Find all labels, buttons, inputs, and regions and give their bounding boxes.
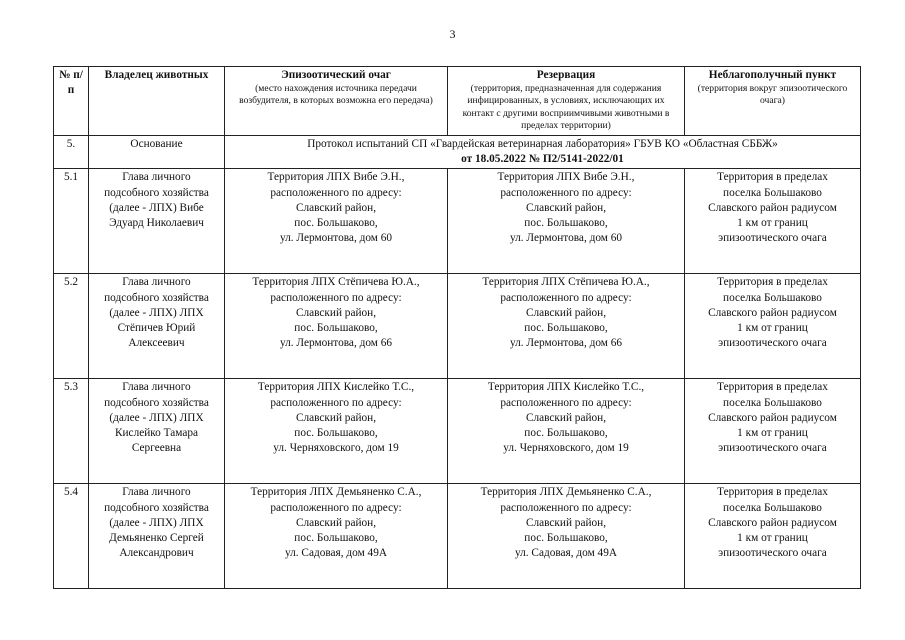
point-cell-line: эпизоотического очага [718, 547, 827, 560]
reservation-cell-line: Славский район, [525, 516, 607, 529]
table-header-row [54, 67, 861, 136]
owner-cell-line: Глава личного [122, 276, 191, 289]
header-num-label: № п/п [59, 69, 83, 97]
reservation-cell-line: пос. Большаково, [524, 217, 608, 230]
focus-cell-line: пос. Большаково, [294, 532, 378, 545]
focus-cell-line: Славский район, [295, 201, 377, 214]
header-focus-title: Эпизоотический очаг [281, 69, 391, 81]
point-cell-line: Славского район радиусом [708, 516, 837, 529]
basis-num: 5. [54, 136, 89, 169]
owner-cell-line: (далее - ЛПХ) ЛПХ [109, 306, 204, 319]
header-reservation-subtitle: (территория, предназначенная для содержания инфицированных, в условиях, исключающих их контакт с другими восприимчивыми животными в пределах территории) [462, 83, 670, 131]
owner-cell [89, 169, 225, 274]
reservation-cell-line: Территория ЛПХ Демьяненко С.А., [480, 486, 652, 499]
reservation-cell [448, 484, 685, 589]
focus-cell-line: расположенного по адресу: [270, 186, 402, 199]
owner-cell-line: Александрович [119, 547, 194, 560]
row-num: 5.3 [54, 379, 89, 484]
point-cell [685, 169, 861, 274]
reservation-cell-line: Территория ЛПХ Кислейко Т.С., [487, 381, 645, 394]
owner-cell-line: (далее - ЛПХ) ЛПХ [109, 516, 204, 529]
focus-cell-line: расположенного по адресу: [270, 501, 402, 514]
focus-cell [225, 379, 448, 484]
focus-cell-line: Территория ЛПХ Кислейко Т.С., [257, 381, 415, 394]
point-cell-line: 1 км от границ [737, 532, 808, 545]
point-cell-line: 1 км от границ [737, 322, 808, 335]
basis-label: Основание [89, 136, 225, 169]
point-cell-line: Славского район радиусом [708, 201, 837, 214]
reservation-cell-line: пос. Большаково, [524, 532, 608, 545]
owner-cell-line: Глава личного [122, 171, 191, 184]
reservation-cell-line: ул. Садовая, дом 49А [514, 547, 618, 560]
table-row [54, 274, 861, 379]
record-rows [54, 169, 861, 589]
owner-cell-line: Сергеевна [131, 442, 182, 455]
reservation-cell [448, 379, 685, 484]
reservation-cell-line: Славский район, [525, 306, 607, 319]
header-owner-title: Владелец животных [104, 69, 209, 81]
header-focus [225, 67, 448, 136]
point-cell [685, 274, 861, 379]
header-point [685, 67, 861, 136]
reservation-cell-line: пос. Большаково, [524, 322, 608, 335]
focus-cell-line: расположенного по адресу: [270, 291, 402, 304]
header-reservation-title: Резервация [536, 69, 596, 81]
table-row [54, 379, 861, 484]
point-cell-line: Славского район радиусом [708, 411, 837, 424]
focus-cell-line: ул. Лермонтова, дом 66 [279, 337, 393, 350]
owner-cell-line: Алексеевич [128, 337, 185, 350]
reservation-cell-line: ул. Черняховского, дом 19 [503, 442, 629, 455]
reservation-cell-line: Территория ЛПХ Стёпичева Ю.А., [482, 276, 650, 289]
table-row [54, 484, 861, 589]
owner-cell-line: Стёпичев Юрий [117, 322, 196, 335]
focus-cell [225, 274, 448, 379]
header-point-subtitle: (территория вокруг эпизоотического очага) [697, 83, 848, 107]
reservation-cell-line: пос. Большаково, [524, 427, 608, 440]
owner-cell-line: подсобного хозяйства [104, 291, 209, 304]
focus-cell-line: Славский район, [295, 516, 377, 529]
basis-text-line1: Протокол испытаний СП «Гвардейская ветеринарная лаборатория» ГБУВ КО «Областная СББЖ» [307, 138, 778, 150]
owner-cell-line: (далее - ЛПХ) ЛПХ [109, 411, 204, 424]
point-cell-line: Славского район радиусом [708, 306, 837, 319]
point-cell-line: эпизоотического очага [718, 232, 827, 245]
reservation-cell-line: ул. Лермонтова, дом 60 [509, 232, 623, 245]
owner-cell-line: Глава личного [122, 381, 191, 394]
focus-cell-line: Территория ЛПХ Вибе Э.Н., [267, 171, 405, 184]
owner-cell-line: Эдуард Николаевич [109, 217, 204, 230]
owner-cell-line: Кислейко Тамара [114, 427, 199, 440]
owner-cell-line: подсобного хозяйства [104, 501, 209, 514]
owner-cell [89, 484, 225, 589]
page-number: 3 [449, 27, 456, 41]
reservation-cell-line: расположенного по адресу: [500, 186, 632, 199]
owner-cell-line: (далее - ЛПХ) Вибе [109, 201, 204, 214]
point-cell-line: 1 км от границ [737, 427, 808, 440]
header-point-title: Неблагополучный пункт [708, 69, 837, 81]
owner-cell-line: Демьяненко Сергей [109, 532, 204, 545]
reservation-cell-line: Славский район, [525, 411, 607, 424]
focus-cell-line: пос. Большаково, [294, 217, 378, 230]
focus-cell-line: Территория ЛПХ Демьяненко С.А., [250, 486, 422, 499]
point-cell [685, 484, 861, 589]
reservation-cell-line: расположенного по адресу: [500, 291, 632, 304]
header-owner [89, 67, 225, 136]
basis-row [54, 136, 861, 169]
point-cell-line: эпизоотического очага [718, 337, 827, 350]
header-focus-subtitle: (место нахождения источника передачи возбудителя, в которых возможна его передача) [239, 83, 433, 107]
epizootic-table [53, 66, 861, 589]
reservation-cell-line: расположенного по адресу: [500, 501, 632, 514]
reservation-cell-line: Территория ЛПХ Вибе Э.Н., [497, 171, 635, 184]
focus-cell-line: ул. Лермонтова, дом 60 [279, 232, 393, 245]
point-cell-line: эпизоотического очага [718, 442, 827, 455]
point-cell-line: поселка Большаково [723, 501, 822, 514]
focus-cell-line: Славский район, [295, 411, 377, 424]
row-num: 5.2 [54, 274, 89, 379]
header-reservation [448, 67, 685, 136]
row-num: 5.1 [54, 169, 89, 274]
point-cell-line: поселка Большаково [723, 186, 822, 199]
row-num: 5.4 [54, 484, 89, 589]
table-row [54, 169, 861, 274]
reservation-cell [448, 274, 685, 379]
point-cell-line: 1 км от границ [737, 217, 808, 230]
focus-cell [225, 169, 448, 274]
focus-cell-line: расположенного по адресу: [270, 396, 402, 409]
owner-cell-line: подсобного хозяйства [104, 186, 209, 199]
owner-cell [89, 274, 225, 379]
focus-cell-line: ул. Черняховского, дом 19 [273, 442, 399, 455]
point-cell-line: Территория в пределах [717, 381, 828, 394]
focus-cell-line: ул. Садовая, дом 49А [284, 547, 388, 560]
header-num [54, 67, 89, 136]
point-cell-line: Территория в пределах [717, 486, 828, 499]
basis-text [225, 136, 861, 169]
reservation-cell-line: Славский район, [525, 201, 607, 214]
reservation-cell-line: расположенного по адресу: [500, 396, 632, 409]
point-cell-line: Территория в пределах [717, 276, 828, 289]
point-cell-line: поселка Большаково [723, 291, 822, 304]
point-cell-line: Территория в пределах [717, 171, 828, 184]
reservation-cell-line: ул. Лермонтова, дом 66 [509, 337, 623, 350]
owner-cell-line: Глава личного [122, 486, 191, 499]
focus-cell-line: Территория ЛПХ Стёпичева Ю.А., [252, 276, 420, 289]
point-cell-line: поселка Большаково [723, 396, 822, 409]
focus-cell-line: пос. Большаково, [294, 322, 378, 335]
focus-cell-line: Славский район, [295, 306, 377, 319]
focus-cell-line: пос. Большаково, [294, 427, 378, 440]
point-cell [685, 379, 861, 484]
owner-cell-line: подсобного хозяйства [104, 396, 209, 409]
reservation-cell [448, 169, 685, 274]
basis-text-line2: от 18.05.2022 № П2/5141-2022/01 [461, 153, 624, 166]
owner-cell [89, 379, 225, 484]
focus-cell [225, 484, 448, 589]
